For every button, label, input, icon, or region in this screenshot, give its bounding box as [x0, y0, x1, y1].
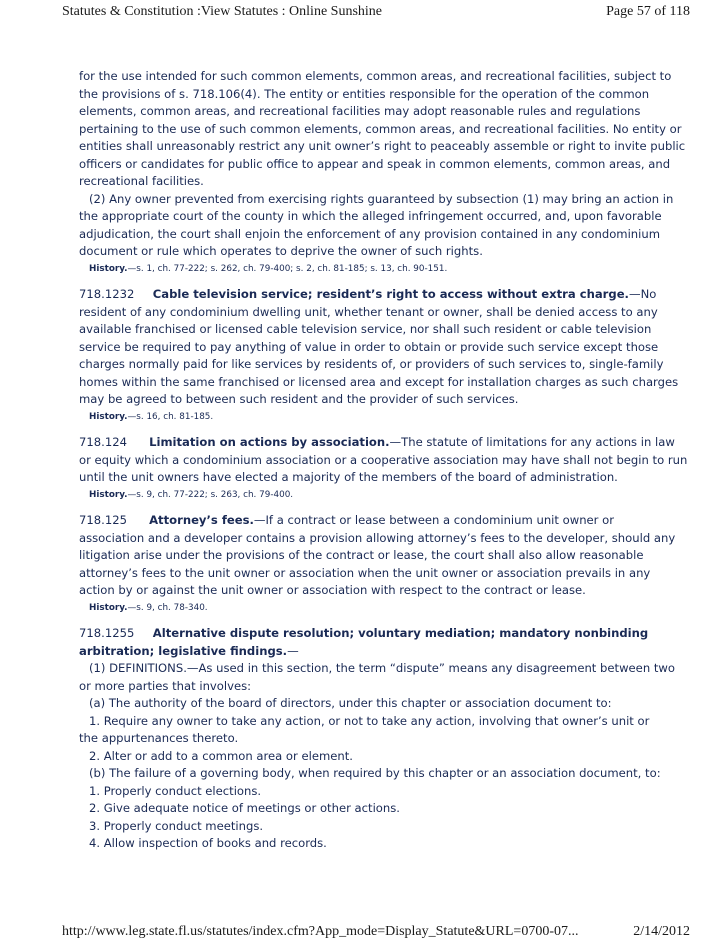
section-number: 718.1232: [79, 287, 135, 301]
section-title: Attorney’s fees.: [149, 513, 254, 527]
text-line: for the use intended for such common elements, common areas, and recreational facilities, subject to: [79, 69, 672, 83]
text-line: officers or candidates for public office to appear and speak in common elements, common areas, and: [79, 156, 671, 171]
text-line: homes within the same franchised or licensed area and except for installation charges as such charges: [79, 374, 679, 389]
text-line: 2. Give adequate notice of meetings or other actions.: [89, 801, 400, 815]
section-number: 718.125: [79, 513, 127, 527]
text-line: or equity which a condominium association or a cooperative association may have shall not begin to run: [79, 452, 688, 467]
text-line: association and a developer contains a provision allowing attorney’s fees to the developer, should any: [79, 530, 676, 545]
text-line: 3. Properly conduct meetings.: [89, 818, 264, 833]
section-title: Alternative dispute resolution; voluntary mediation; mandatory nonbinding: [152, 626, 649, 640]
text-line: 1. Properly conduct elections.: [89, 783, 262, 798]
text-line: entities shall unreasonably restrict any unit owner’s right to peaceably assemble or right to invite public: [79, 139, 686, 153]
section-title: Limitation on actions by association.: [149, 435, 390, 449]
section-number: 718.1255: [79, 626, 135, 640]
text-line: recreational facilities.: [79, 174, 204, 188]
section-number: 718.124: [79, 435, 127, 449]
section-718-1255: 718.1255 Alternative dispute resolution; voluntary mediation; mandatory nonbinding arbitration; legislative findings.— (1) DEFINITIONS.—As used in this section, the term “dispute” means any disagreement between two or more parties that involves: (a) The authority of the board of directors, under this chapter or association document to: 1. Require any owner to take any action, or not to take any action, involving that owner’s unit or the appurtenances thereto. 2. Alter or add to a common area or element. (b) The failure of a governing body, when required by this chapter or an association document, to: 1. Properly conduct elections. 2. Give adequate notice of meetings or other actions. 3. Properly conduct meetings. 4. Allow inspection of books and records.: [79, 625, 659, 853]
header-title: Statutes & Constitution :View Statutes : Online Sunshine: [62, 4, 382, 19]
text-line: the appurtenances thereto.: [79, 731, 239, 745]
section-title: Cable television service; resident’s right to access without extra charge.: [152, 287, 629, 301]
text-line: document or rule which operates to deprive the owner of such rights.: [79, 244, 483, 258]
text-line: 1. Require any owner to take any action, or not to take any action, involving that owner’s unit or: [89, 713, 650, 728]
text-line: available franchised or licensed cable television service, nor shall such resident or cable television: [79, 322, 652, 336]
history-note: History.—s. 1, ch. 77-222; s. 262, ch. 79-400; s. 2, ch. 81-185; s. 13, ch. 90-151.: [89, 263, 448, 274]
page-number: Page 57 of 118: [606, 4, 690, 19]
text-line: (b) The failure of a governing body, when required by this chapter or an association document, to:: [89, 766, 661, 780]
text-line: pertaining to the use of such common elements, common areas, and recreational facilities. No entity or: [79, 121, 682, 136]
text-line: charges normally paid for like services by residents of, or providers of such services to, single-family: [79, 357, 664, 371]
text-line: or more parties that involves:: [79, 678, 252, 693]
text-line: attorney’s fees to the unit owner or association when the unit owner or association prevails in any: [79, 565, 651, 580]
text-line: adjudication, the court shall enjoin the enforcement of any provision contained in any condominium: [79, 226, 661, 241]
text-line: the provisions of s. 718.106(4). The entity or entities responsible for the operation of the common: [79, 86, 650, 101]
statute-text: [79, 68, 688, 853]
text-line: 2. Alter or add to a common area or element.: [89, 748, 353, 763]
text-line: 4. Allow inspection of books and records.: [89, 836, 327, 850]
text-line: until the unit owners have elected a majority of the members of the board of administration.: [79, 470, 618, 484]
text-line: elements, common areas, and recreational facilities may adopt reasonable rules and regulations: [79, 104, 641, 118]
paragraph-2: [79, 191, 674, 261]
text-line: litigation arise under the provisions of the contract or lease, the court shall also allow reasonable: [79, 548, 644, 562]
text-line: (2) Any owner prevented from exercising rights guaranteed by subsection (1) may bring an action in: [89, 191, 674, 206]
text-line: the appropriate court of the county in which the alleged infringement occurred, and, upon favorable: [79, 209, 662, 223]
section-title-cont: arbitration; legislative findings.: [79, 643, 288, 658]
section-718-1232: 718.1232 Cable television service; resident’s right to access without extra charge.—No resident of any condominium dwelling unit, whether tenant or owner, shall be denied access to any available franchised or licensed cable television service, nor shall such resident or cable television service be required to pay anything of value in order to obtain or provide such service except those charges normally paid for like services by residents of, or providers of such services to, single-family homes within the same franchised or licensed area and except for installation charges as such charges may be agreed to between such resident and the provider of such services.: [79, 286, 659, 409]
source-url[interactable]: http://www.leg.state.fl.us/statutes/index.cfm?App_mode=Display_Statute&URL=0700-07...: [62, 924, 579, 939]
text-line: service be required to pay anything of value in order to obtain or provide such service except those: [79, 339, 659, 354]
history-note: History.—s. 9, ch. 77-222; s. 263, ch. 79-400.: [89, 489, 294, 500]
print-date: 2/14/2012: [633, 924, 690, 939]
page-header: [62, 4, 690, 24]
paragraph-1: [79, 68, 686, 191]
text-line: (1) DEFINITIONS.—As used in this section, the term “dispute” means any disagreement between two: [89, 661, 675, 675]
text-line: (a) The authority of the board of directors, under this chapter or association document to:: [89, 696, 612, 710]
section-718-124: 718.124 Limitation on actions by association.—The statute of limitations for any actions in law or equity which a condominium association or a cooperative association may have shall not begin to run until the unit owners have elected a majority of the members of the board of administration.: [79, 434, 659, 487]
history-note: History.—s. 16, ch. 81-185.: [89, 411, 214, 422]
text-line: may be agreed to between such resident and the provider of such services.: [79, 392, 519, 406]
history-note: History.—s. 9, ch. 78-340.: [89, 602, 208, 613]
section-718-125: 718.125 Attorney’s fees.—If a contract or lease between a condominium unit owner or association and a developer contains a provision allowing attorney’s fees to the developer, should any litigation arise under the provisions of the contract or lease, the court shall also allow reasonable attorney’s fees to the unit owner or association when the unit owner or association prevails in any action by or against the unit owner or association with respect to the contract or lease.: [79, 512, 659, 600]
text-line: resident of any condominium dwelling unit, whether tenant or owner, shall be denied access to any: [79, 304, 658, 319]
text-line: action by or against the unit owner or association with respect to the contract or lease.: [79, 583, 586, 597]
page-footer: [62, 924, 690, 942]
